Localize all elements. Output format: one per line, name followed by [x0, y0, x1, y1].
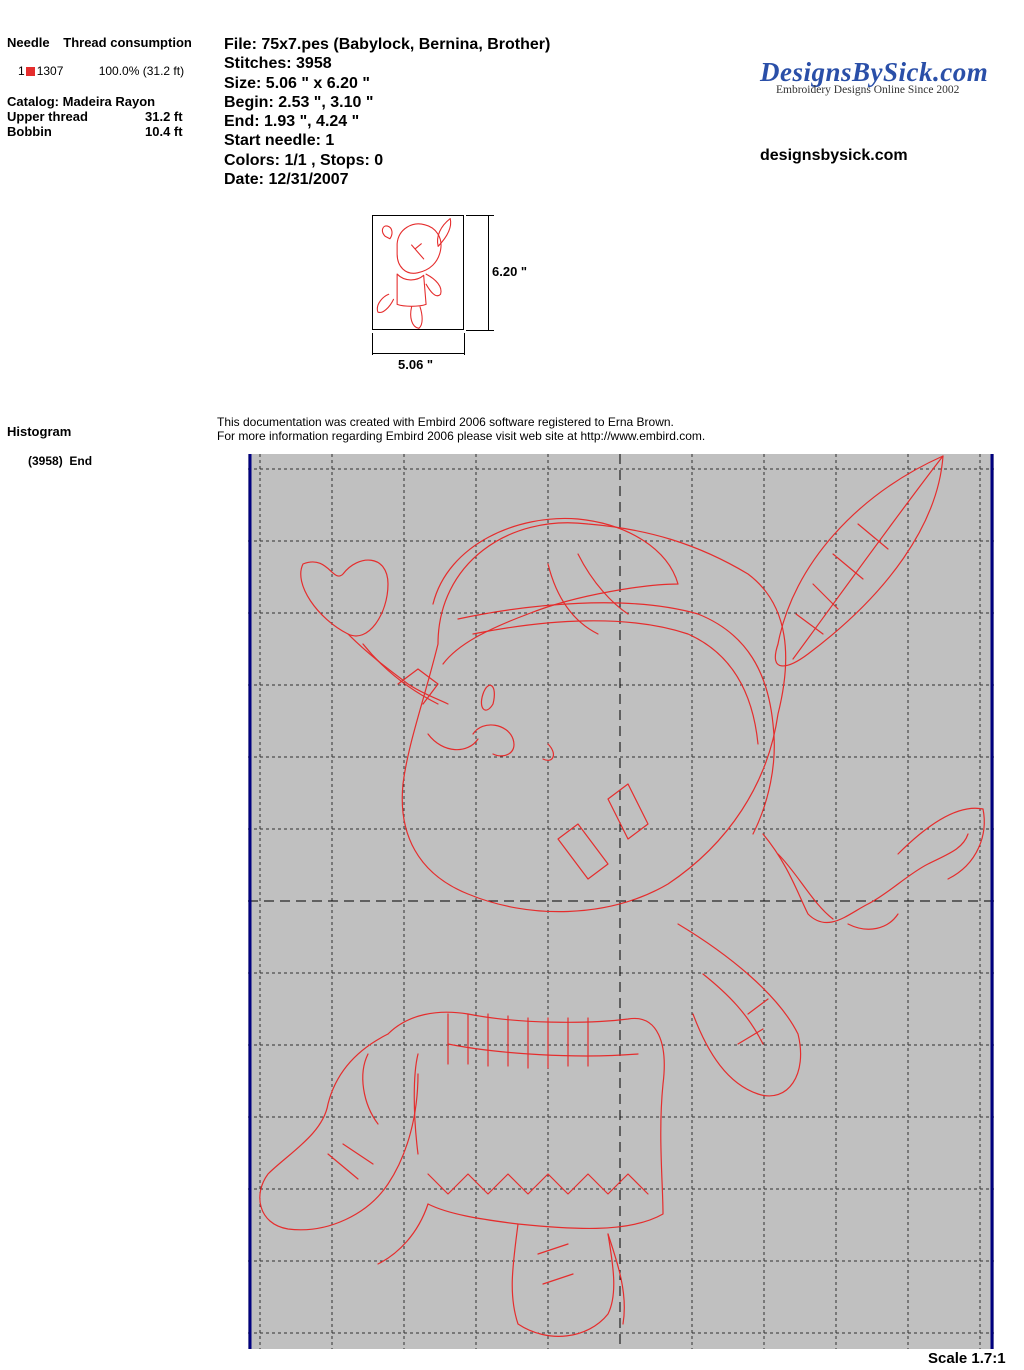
begin-position: Begin: 2.53 ", 3.10 ": [224, 93, 374, 111]
design-date: Date: 12/31/2007: [224, 171, 349, 189]
catalog-label: Catalog: Madeira Rayon: [7, 94, 156, 109]
site-url: designsbysick.com: [760, 147, 908, 164]
bobbin-value: 10.4 ft: [145, 124, 183, 139]
histogram-entry: [28, 454, 92, 468]
width-dim-left-tick: [372, 333, 373, 355]
needle-header: Needle: [7, 35, 50, 50]
scale-label: Scale 1.7:1: [928, 1350, 1006, 1367]
consumption-header: Thread consumption: [63, 35, 192, 50]
height-dim-bottom-tick: [466, 330, 494, 331]
start-needle: Start needle: 1: [224, 132, 335, 150]
design-thumbnail: [372, 215, 464, 330]
thread-consumption: 100.0% (31.2 ft): [98, 64, 185, 78]
bobbin-label: Bobbin: [7, 124, 52, 139]
height-dimension-line: [488, 215, 489, 330]
logo-text: DesignsBySick.com: [760, 57, 989, 87]
bobbin-row: [7, 124, 207, 139]
stitch-count: Stitches: 3958: [224, 55, 332, 73]
upper-thread-label: Upper thread: [7, 109, 88, 124]
stitch-design: [260, 456, 984, 1336]
notice-line-1: This documentation was created with Embird 2006 software registered to Erna Brown.: [217, 415, 674, 429]
embird-notice: [217, 415, 705, 443]
designsbysick-logo: [760, 58, 990, 96]
upper-thread-row: [7, 109, 207, 124]
upper-thread-value: 31.2 ft: [145, 109, 183, 124]
thread-table-header: [7, 35, 192, 50]
histogram-label: End: [69, 454, 93, 468]
thumbnail-drawing: [373, 216, 463, 329]
file-name: File: 75x7.pes (Babylock, Bernina, Brother): [224, 36, 551, 53]
height-label: 6.20 ": [492, 264, 528, 279]
colors-stops: Colors: 1/1 , Stops: 0: [224, 151, 384, 169]
width-dim-right-tick: [464, 333, 465, 355]
file-info: [224, 35, 550, 189]
needle-number: 1: [18, 64, 25, 78]
width-label: 5.06 ": [398, 357, 434, 372]
end-position: End: 1.93 ", 4.24 ": [224, 113, 360, 131]
center-lines: [248, 454, 994, 1349]
color-swatch: [26, 67, 35, 76]
histogram-title: Histogram: [7, 424, 72, 439]
histogram-count: (3958): [28, 454, 63, 468]
color-code: 1307: [36, 64, 64, 78]
logo-tagline: Embroidery Designs Online Since 2002: [776, 84, 960, 96]
catalog-info: [7, 94, 207, 139]
notice-line-2: For more information regarding Embird 2006 please visit web site at http://www.embird.com.: [217, 429, 706, 443]
design-size: Size: 5.06 " x 6.20 ": [224, 74, 370, 92]
width-dimension-line: [372, 353, 465, 354]
stitch-canvas: [248, 454, 994, 1349]
height-dim-top-tick: [466, 215, 494, 216]
stitch-canvas-svg: [248, 454, 994, 1349]
thread-row: [18, 64, 184, 78]
